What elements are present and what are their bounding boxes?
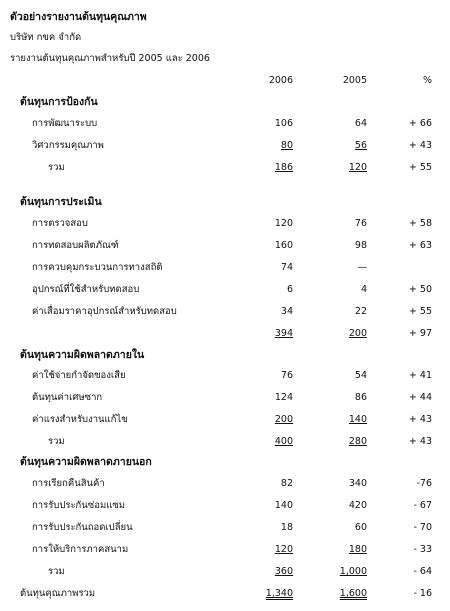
row-label: ค่าแรงสำหรับงานแก้ไข	[32, 414, 128, 425]
value-2005: 180	[348, 544, 367, 555]
total-row	[0, 327, 450, 341]
company-name: บริษัท กขค จำกัด	[10, 32, 82, 43]
value-2005: 420	[348, 500, 367, 511]
value-2006: 6	[286, 284, 293, 295]
grand-total-percent: - 16	[413, 588, 432, 599]
header-2006: 2006	[268, 75, 293, 86]
value-percent: - 67	[413, 500, 432, 511]
header-percent: %	[422, 75, 432, 86]
row-label: ค่าเสื่อมราคาอุปกรณ์สำหรับทดสอบ	[32, 306, 177, 317]
value-2006: 34	[280, 306, 293, 317]
value-2006: 80	[280, 140, 293, 151]
value-2005: 22	[354, 306, 367, 317]
total-2006: 400	[274, 436, 293, 447]
value-percent: + 63	[408, 240, 432, 251]
total-row	[0, 435, 450, 449]
table-row	[0, 477, 450, 491]
value-percent: + 43	[408, 414, 432, 425]
value-2006: 82	[280, 478, 293, 489]
table-row	[0, 283, 450, 297]
section-title: ต้นทุนความผิดพลาดภายใน	[20, 349, 145, 361]
section-appraisal	[0, 195, 450, 209]
total-2005: 1,000	[339, 566, 367, 577]
total-2005: 280	[348, 436, 367, 447]
section-title: ต้นทุนการประเมิน	[20, 196, 102, 208]
value-2006: 124	[274, 392, 293, 403]
row-label: อุปกรณ์ที่ใช้สำหรับทดสอบ	[32, 284, 140, 295]
table-row	[0, 521, 450, 535]
table-row	[0, 543, 450, 557]
value-2006: 120	[274, 218, 293, 229]
value-2005: 54	[354, 370, 367, 381]
value-2005: —	[357, 262, 367, 273]
report-subtitle: รายงานต้นทุนคุณภาพสำหรับปี 2005 และ 2006	[10, 53, 210, 64]
section-title: ต้นทุนการป้องกัน	[20, 96, 98, 108]
row-label: การควบคุมกระบวนการทางสถิติ	[32, 262, 163, 273]
value-2005: 76	[354, 218, 367, 229]
total-label: รวม	[48, 162, 65, 173]
value-percent: -76	[416, 478, 432, 489]
value-percent: + 50	[408, 284, 432, 295]
row-label: การเรียกคืนสินค้า	[32, 478, 105, 489]
value-percent: + 58	[408, 218, 432, 229]
total-row	[0, 565, 450, 579]
table-row	[0, 139, 450, 153]
value-2005: 140	[348, 414, 367, 425]
total-label: รวม	[48, 566, 65, 577]
total-2006: 186	[274, 162, 293, 173]
table-row	[0, 217, 450, 231]
value-percent: + 43	[408, 140, 432, 151]
row-label: การรับประกันซ่อมแซม	[32, 500, 126, 511]
total-percent: - 64	[413, 566, 432, 577]
total-2006: 394	[274, 328, 293, 339]
grand-total-row	[0, 587, 450, 601]
value-2006: 76	[280, 370, 293, 381]
table-row	[0, 305, 450, 319]
grand-total-2006: 1,340	[265, 588, 293, 599]
total-2005: 120	[348, 162, 367, 173]
total-percent: + 55	[408, 162, 432, 173]
value-2006: 18	[280, 522, 293, 533]
value-percent: + 66	[408, 118, 432, 129]
total-percent: + 43	[408, 436, 432, 447]
value-2005: 64	[354, 118, 367, 129]
value-2006: 74	[280, 262, 293, 273]
total-row	[0, 161, 450, 175]
section-internal-failure	[0, 348, 450, 362]
row-label: วิศวกรรมคุณภาพ	[32, 140, 104, 151]
total-2006: 360	[274, 566, 293, 577]
grand-total-label: ต้นทุนคุณภาพรวม	[20, 588, 96, 599]
table-row	[0, 413, 450, 427]
column-header-row	[0, 74, 450, 88]
table-row	[0, 117, 450, 131]
table-row	[0, 391, 450, 405]
value-percent: + 44	[408, 392, 432, 403]
row-label: การพัฒนาระบบ	[32, 118, 98, 129]
value-2006: 140	[274, 500, 293, 511]
value-2005: 98	[354, 240, 367, 251]
value-percent: + 55	[408, 306, 432, 317]
table-row	[0, 369, 450, 383]
row-label: การให้บริการภาคสนาม	[32, 544, 129, 555]
value-percent: + 41	[408, 370, 432, 381]
table-row	[0, 239, 450, 253]
section-external-failure	[0, 455, 450, 469]
header-2005: 2005	[342, 75, 367, 86]
row-label: ต้นทุนค่าเศษซาก	[32, 392, 103, 403]
value-percent: - 70	[413, 522, 432, 533]
value-percent: - 33	[413, 544, 432, 555]
row-label: การทดสอบผลิตภัณฑ์	[32, 240, 119, 251]
row-label: การรับประกันถอดเปลี่ยน	[32, 522, 133, 533]
section-title: ต้นทุนความผิดพลาดภายนอก	[20, 456, 152, 468]
value-2005: 86	[354, 392, 367, 403]
value-2006: 160	[274, 240, 293, 251]
value-2005: 60	[354, 522, 367, 533]
value-2005: 56	[354, 140, 367, 151]
table-row	[0, 261, 450, 275]
total-2005: 200	[348, 328, 367, 339]
report-title: ตัวอย่างรายงานต้นทุนคุณภาพ	[10, 11, 147, 23]
value-2006: 200	[274, 414, 293, 425]
value-2005: 340	[348, 478, 367, 489]
total-label: รวม	[48, 436, 65, 447]
value-2006: 106	[274, 118, 293, 129]
row-label: ค่าใช้จ่ายกำจัดของเสีย	[32, 370, 126, 381]
row-label: การตรวจสอบ	[32, 218, 88, 229]
section-prevention	[0, 95, 450, 109]
value-2005: 4	[360, 284, 367, 295]
table-row	[0, 499, 450, 513]
value-2006: 120	[274, 544, 293, 555]
total-percent: + 97	[408, 328, 432, 339]
grand-total-2005: 1,600	[339, 588, 367, 599]
